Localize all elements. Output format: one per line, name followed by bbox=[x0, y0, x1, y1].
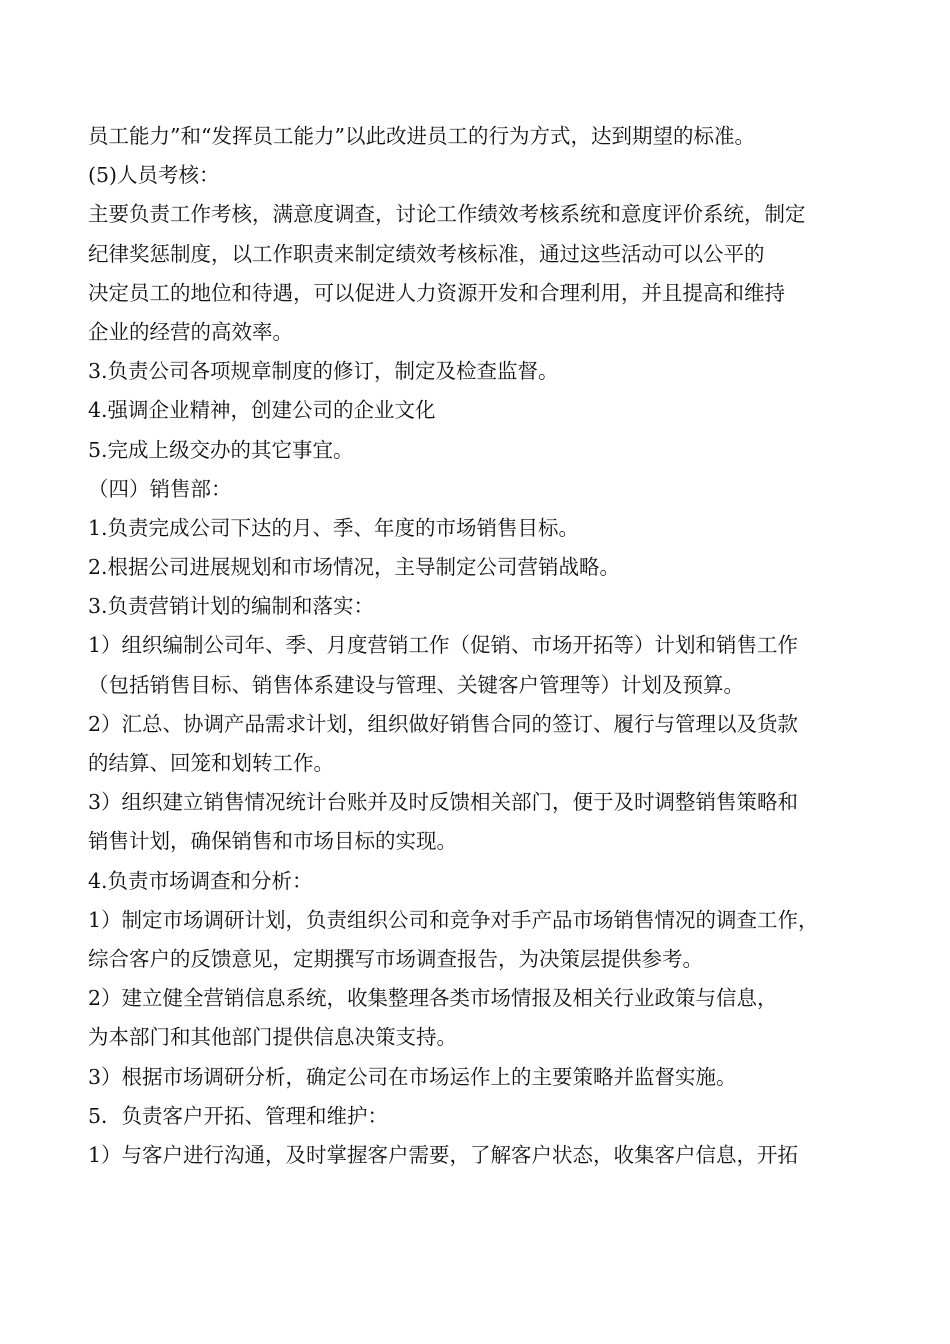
text-line: 主要负责工作考核，满意度调查，讨论工作绩效考核系统和意度评价系统，制定 bbox=[88, 202, 806, 227]
text-line: 的结算、回笼和划转工作。 bbox=[88, 751, 334, 775]
sub-list-item: 2）建立健全营销信息系统，收集整理各类市场情报及相关行业政策与信息， bbox=[88, 986, 778, 1011]
text-line: 综合客户的反馈意见，定期撰写市场调查报告，为决策层提供参考。 bbox=[88, 946, 703, 971]
text-line: 决定员工的地位和待遇，可以促进人力资源开发和合理利用，并且提高和维持 bbox=[88, 280, 785, 305]
list-item: 4.强调企业精神，创建公司的企业文化 bbox=[88, 398, 436, 423]
sub-list-item: 3）根据市场调研分析，确定公司在市场运作上的主要策略并监督实施。 bbox=[88, 1064, 737, 1089]
list-item: 5．负责客户开拓、管理和维护： bbox=[88, 1103, 389, 1128]
sub-list-item: 1）组织编制公司年、季、月度营销工作（促销、市场开拓等）计划和销售工作 bbox=[88, 633, 799, 658]
sub-list-item: 1）制定市场调研计划，负责组织公司和竞争对手产品市场销售情况的调查工作， bbox=[88, 907, 819, 932]
text-line: 为本部门和其他部门提供信息决策支持。 bbox=[88, 1025, 457, 1050]
text-line: 员工能力”和“发挥员工能力”以此改进员工的行为方式，达到期望的标准。 bbox=[88, 124, 755, 148]
list-item: 1.负责完成公司下达的月、季、年度的市场销售目标。 bbox=[88, 515, 580, 540]
list-item: 4.负责市场调查和分析： bbox=[88, 868, 313, 893]
body-text bbox=[88, 117, 878, 1175]
sub-list-item: 1）与客户进行沟通，及时掌握客户需要，了解客户状态，收集客户信息，开拓 bbox=[88, 1142, 799, 1167]
list-item: 2.根据公司进展规划和市场情况，主导制定公司营销战略。 bbox=[88, 555, 621, 580]
section-heading: （四）销售部： bbox=[88, 476, 232, 501]
sub-list-item: 3）组织建立销售情况统计台账并及时反馈相关部门，便于及时调整销售策略和 bbox=[88, 790, 799, 815]
text-line: 企业的经营的高效率。 bbox=[88, 319, 293, 344]
section-heading: (5)人员考核： bbox=[88, 163, 220, 188]
text-line: 纪律奖惩制度，以工作职责来制定绩效考核标准，通过这些活动可以公平的 bbox=[88, 241, 765, 266]
text-line: 销售计划，确保销售和市场目标的实现。 bbox=[88, 829, 457, 854]
text-line: （包括销售目标、销售体系建设与管理、关键客户管理等）计划及预算。 bbox=[88, 672, 744, 697]
list-item: 5.完成上级交办的其它事宜。 bbox=[88, 437, 354, 462]
list-item: 3.负责营销计划的编制和落实： bbox=[88, 594, 375, 619]
sub-list-item: 2）汇总、协调产品需求计划，组织做好销售合同的签订、履行与管理以及货款 bbox=[88, 711, 799, 736]
list-item: 3.负责公司各项规章制度的修订，制定及检查监督。 bbox=[88, 359, 559, 384]
